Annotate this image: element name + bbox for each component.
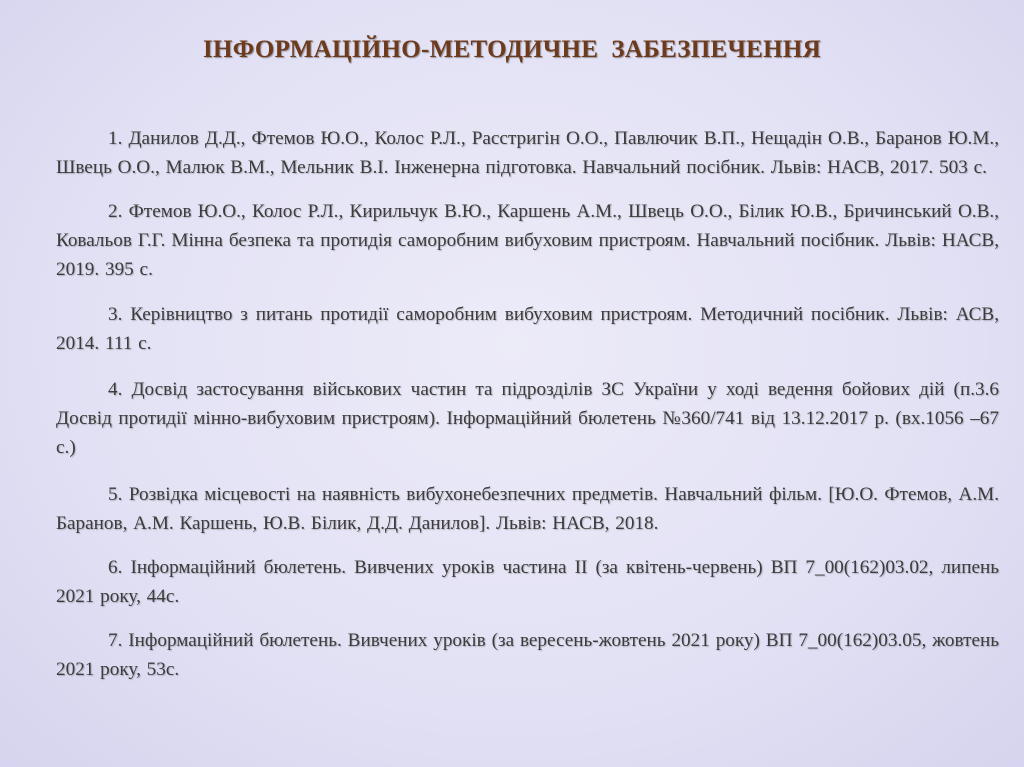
reference-item-3: 3. Керівництво з питань протидії саморобним вибуховим пристроям. Методичний посібник. Львів: АСВ, 2014. 111 с.: [56, 304, 999, 354]
reference-list: [56, 124, 999, 699]
reference-item-4: 4. Досвід застосування військових частин та підрозділів ЗС України у ході ведення бойових дій (п.3.6 Досвід протидії мінно-вибуховим пристроям). Інформаційний бюлетень №360/741 від 13.12.2017 р. (вх.1056 –67 с.): [56, 379, 999, 458]
slide-title: ІНФОРМАЦІЙНО-МЕТОДИЧНЕ ЗАБЕЗПЕЧЕННЯ: [203, 36, 821, 63]
reference-item-1: 1. Данилов Д.Д., Фтемов Ю.О., Колос Р.Л., Расстригін О.О., Павлючик В.П., Нещадін О.В., Баранов Ю.М., Швець О.О., Малюк В.М., Мельник В.І. Інженерна підготовка. Навчальний посібник. Львів: НАСВ, 2017. 503 с.: [56, 128, 999, 178]
reference-item-5: 5. Розвідка місцевості на наявність вибухонебезпечних предметів. Навчальний фільм. [Ю.О. Фтемов, А.М. Баранов, А.М. Каршень, Ю.В. Білик, Д.Д. Данилов]. Львів: НАСВ, 2018.: [56, 484, 999, 534]
reference-item-2: 2. Фтемов Ю.О., Колос Р.Л., Кирильчук В.Ю., Каршень А.М., Швець О.О., Білик Ю.В., Бричинський О.В., Ковальов Г.Г. Мінна безпека та протидія саморобним вибуховим пристроям. Навчальний посібник. Львів: НАСВ, 2019. 395 с.: [56, 201, 999, 280]
reference-item-6: 6. Інформаційний бюлетень. Вивчених уроків частина ІІ (за квітень-червень) ВП 7_00(162)03.02, липень 2021 року, 44с.: [56, 557, 999, 607]
reference-item-7: 7. Інформаційний бюлетень. Вивчених уроків (за вересень-жовтень 2021 року) ВП 7_00(162)03.05, жовтень 2021 року, 53с.: [56, 630, 999, 680]
